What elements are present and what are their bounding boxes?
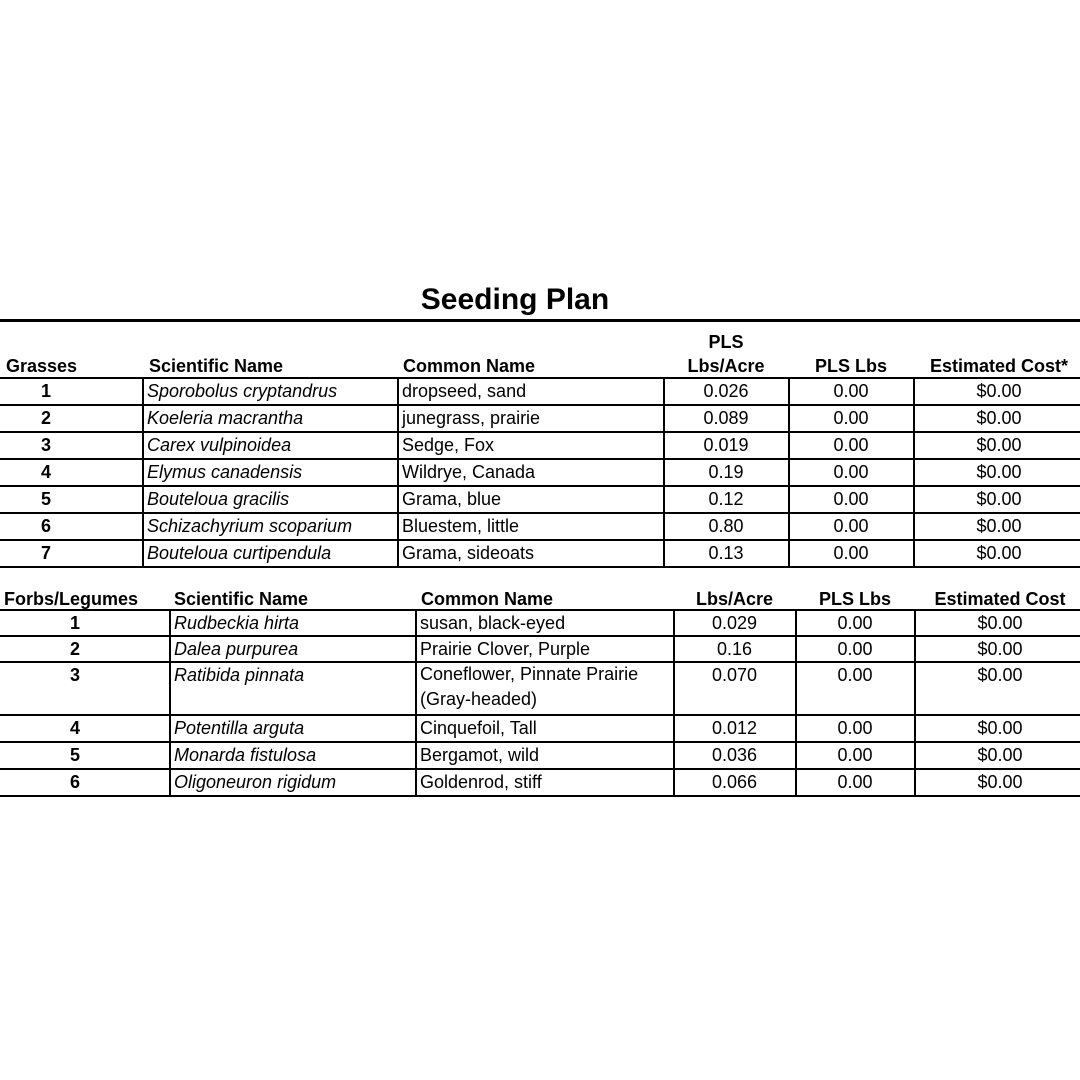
rate-value: 0.13 — [708, 543, 744, 563]
scientific-name: Ratibida pinnata — [174, 665, 305, 685]
row-number: 1 — [69, 613, 80, 633]
rate-value: 0.029 — [711, 613, 758, 633]
pls-lbs-value: 0.00 — [833, 435, 869, 455]
pls-lbs-value: 0.00 — [837, 772, 873, 792]
table-row — [0, 540, 1080, 567]
rate-value: 0.026 — [703, 381, 749, 401]
rate-value: 0.036 — [711, 745, 758, 765]
estimated-cost-value: $0.00 — [976, 516, 1022, 536]
rate-value: 0.16 — [716, 639, 753, 659]
row-number: 6 — [40, 516, 51, 536]
grasses-scientific-header: Scientific Name — [149, 356, 284, 376]
column-divider — [914, 609, 916, 796]
table-row — [0, 378, 1080, 405]
grasses-group-header: Grasses — [6, 356, 78, 376]
estimated-cost-value: $0.00 — [977, 665, 1023, 685]
table-row — [0, 405, 1080, 432]
pls-lbs-value: 0.00 — [833, 462, 869, 482]
rate-value: 0.070 — [711, 665, 758, 685]
row-number: 5 — [40, 489, 51, 509]
pls-lbs-value: 0.00 — [833, 489, 869, 509]
row-number: 3 — [69, 665, 80, 685]
rate-value: 0.019 — [703, 435, 749, 455]
common-name: Goldenrod, stiff — [420, 772, 542, 792]
common-name: dropseed, sand — [402, 381, 527, 401]
pls-lbs-value: 0.00 — [833, 408, 869, 428]
common-name: Grama, sideoats — [402, 543, 535, 563]
estimated-cost-value: $0.00 — [977, 745, 1023, 765]
common-name: Sedge, Fox — [402, 435, 495, 455]
column-divider — [673, 609, 675, 796]
row-number: 7 — [40, 543, 51, 563]
rate-value: 0.19 — [708, 462, 744, 482]
scientific-name: Rudbeckia hirta — [174, 613, 300, 633]
column-divider — [415, 609, 417, 796]
column-divider — [913, 377, 915, 567]
scientific-name: Elymus canadensis — [147, 462, 303, 482]
row-number: 1 — [40, 381, 51, 401]
table-row — [0, 742, 1080, 769]
row-number: 4 — [69, 718, 80, 738]
pls-lbs-value: 0.00 — [837, 639, 873, 659]
estimated-cost-value: $0.00 — [977, 613, 1023, 633]
grasses-common-header: Common Name — [403, 356, 536, 376]
scientific-name: Potentilla arguta — [174, 718, 305, 738]
column-divider — [795, 609, 797, 796]
row-number: 5 — [69, 745, 80, 765]
forbs-lbs-header: PLS Lbs — [818, 589, 891, 609]
rate-value: 0.12 — [708, 489, 744, 509]
table-row — [0, 662, 1080, 715]
scientific-name: Schizachyrium scoparium — [147, 516, 353, 536]
scientific-name: Koeleria macrantha — [147, 408, 304, 428]
scientific-name: Carex vulpinoidea — [147, 435, 292, 455]
estimated-cost-value: $0.00 — [977, 718, 1023, 738]
pls-lbs-value: 0.00 — [837, 718, 873, 738]
column-divider — [169, 609, 171, 796]
scientific-name: Bouteloua gracilis — [147, 489, 290, 509]
table-row — [0, 769, 1080, 796]
grasses-rate-header-line2: Lbs/Acre — [687, 356, 765, 376]
page-title: Seeding Plan — [420, 283, 610, 316]
row-number: 3 — [40, 435, 51, 455]
estimated-cost-value: $0.00 — [977, 639, 1023, 659]
column-divider — [397, 377, 399, 567]
scientific-name: Sporobolus cryptandrus — [147, 381, 338, 401]
common-name: Bluestem, little — [402, 516, 520, 536]
pls-lbs-value: 0.00 — [833, 381, 869, 401]
pls-lbs-value: 0.00 — [837, 613, 873, 633]
scientific-name: Oligoneuron rigidum — [174, 772, 337, 792]
common-name: Prairie Clover, Purple — [420, 639, 591, 659]
grasses-rate-header-line1: PLS — [708, 332, 744, 352]
table-row — [0, 432, 1080, 459]
estimated-cost-value: $0.00 — [976, 462, 1022, 482]
common-name: Coneflower, Pinnate Prairie (Gray-headed) — [420, 664, 639, 709]
table-row — [0, 513, 1080, 540]
table-row — [0, 636, 1080, 662]
scientific-name: Monarda fistulosa — [174, 745, 317, 765]
common-name: Grama, blue — [402, 489, 502, 509]
pls-lbs-value: 0.00 — [833, 516, 869, 536]
forbs-cost-header: Estimated Cost — [934, 589, 1066, 609]
scientific-name: Dalea purpurea — [174, 639, 299, 659]
common-name: junegrass, prairie — [402, 408, 541, 428]
row-divider — [0, 795, 1080, 797]
forbs-scientific-header: Scientific Name — [174, 589, 309, 609]
table-row — [0, 715, 1080, 742]
table-row — [0, 486, 1080, 513]
scientific-name: Bouteloua curtipendula — [147, 543, 332, 563]
estimated-cost-value: $0.00 — [977, 772, 1023, 792]
column-divider — [663, 377, 665, 567]
table-row — [0, 459, 1080, 486]
forbs-common-header: Common Name — [421, 589, 554, 609]
table-row — [0, 610, 1080, 636]
estimated-cost-value: $0.00 — [976, 381, 1022, 401]
row-number: 4 — [40, 462, 51, 482]
row-number: 6 — [69, 772, 80, 792]
rate-value: 0.012 — [711, 718, 758, 738]
common-name: susan, black-eyed — [420, 613, 566, 633]
pls-lbs-value: 0.00 — [837, 665, 873, 685]
rate-value: 0.089 — [703, 408, 749, 428]
common-name: Wildrye, Canada — [402, 462, 536, 482]
rate-value: 0.066 — [711, 772, 758, 792]
grasses-cost-header: Estimated Cost* — [929, 356, 1069, 376]
column-divider — [788, 377, 790, 567]
title-rule — [0, 319, 1080, 322]
estimated-cost-value: $0.00 — [976, 543, 1022, 563]
forbs-group-header: Forbs/Legumes — [4, 589, 139, 609]
pls-lbs-value: 0.00 — [837, 745, 873, 765]
estimated-cost-value: $0.00 — [976, 408, 1022, 428]
column-divider — [142, 377, 144, 567]
row-number: 2 — [40, 408, 51, 428]
pls-lbs-value: 0.00 — [833, 543, 869, 563]
estimated-cost-value: $0.00 — [976, 435, 1022, 455]
estimated-cost-value: $0.00 — [976, 489, 1022, 509]
grasses-lbs-header: PLS Lbs — [814, 356, 887, 376]
row-divider — [0, 566, 1080, 568]
forbs-rate-header: Lbs/Acre — [695, 589, 774, 609]
common-name: Bergamot, wild — [420, 745, 540, 765]
rate-value: 0.80 — [708, 516, 744, 536]
row-number: 2 — [69, 639, 80, 659]
common-name: Cinquefoil, Tall — [420, 718, 537, 738]
